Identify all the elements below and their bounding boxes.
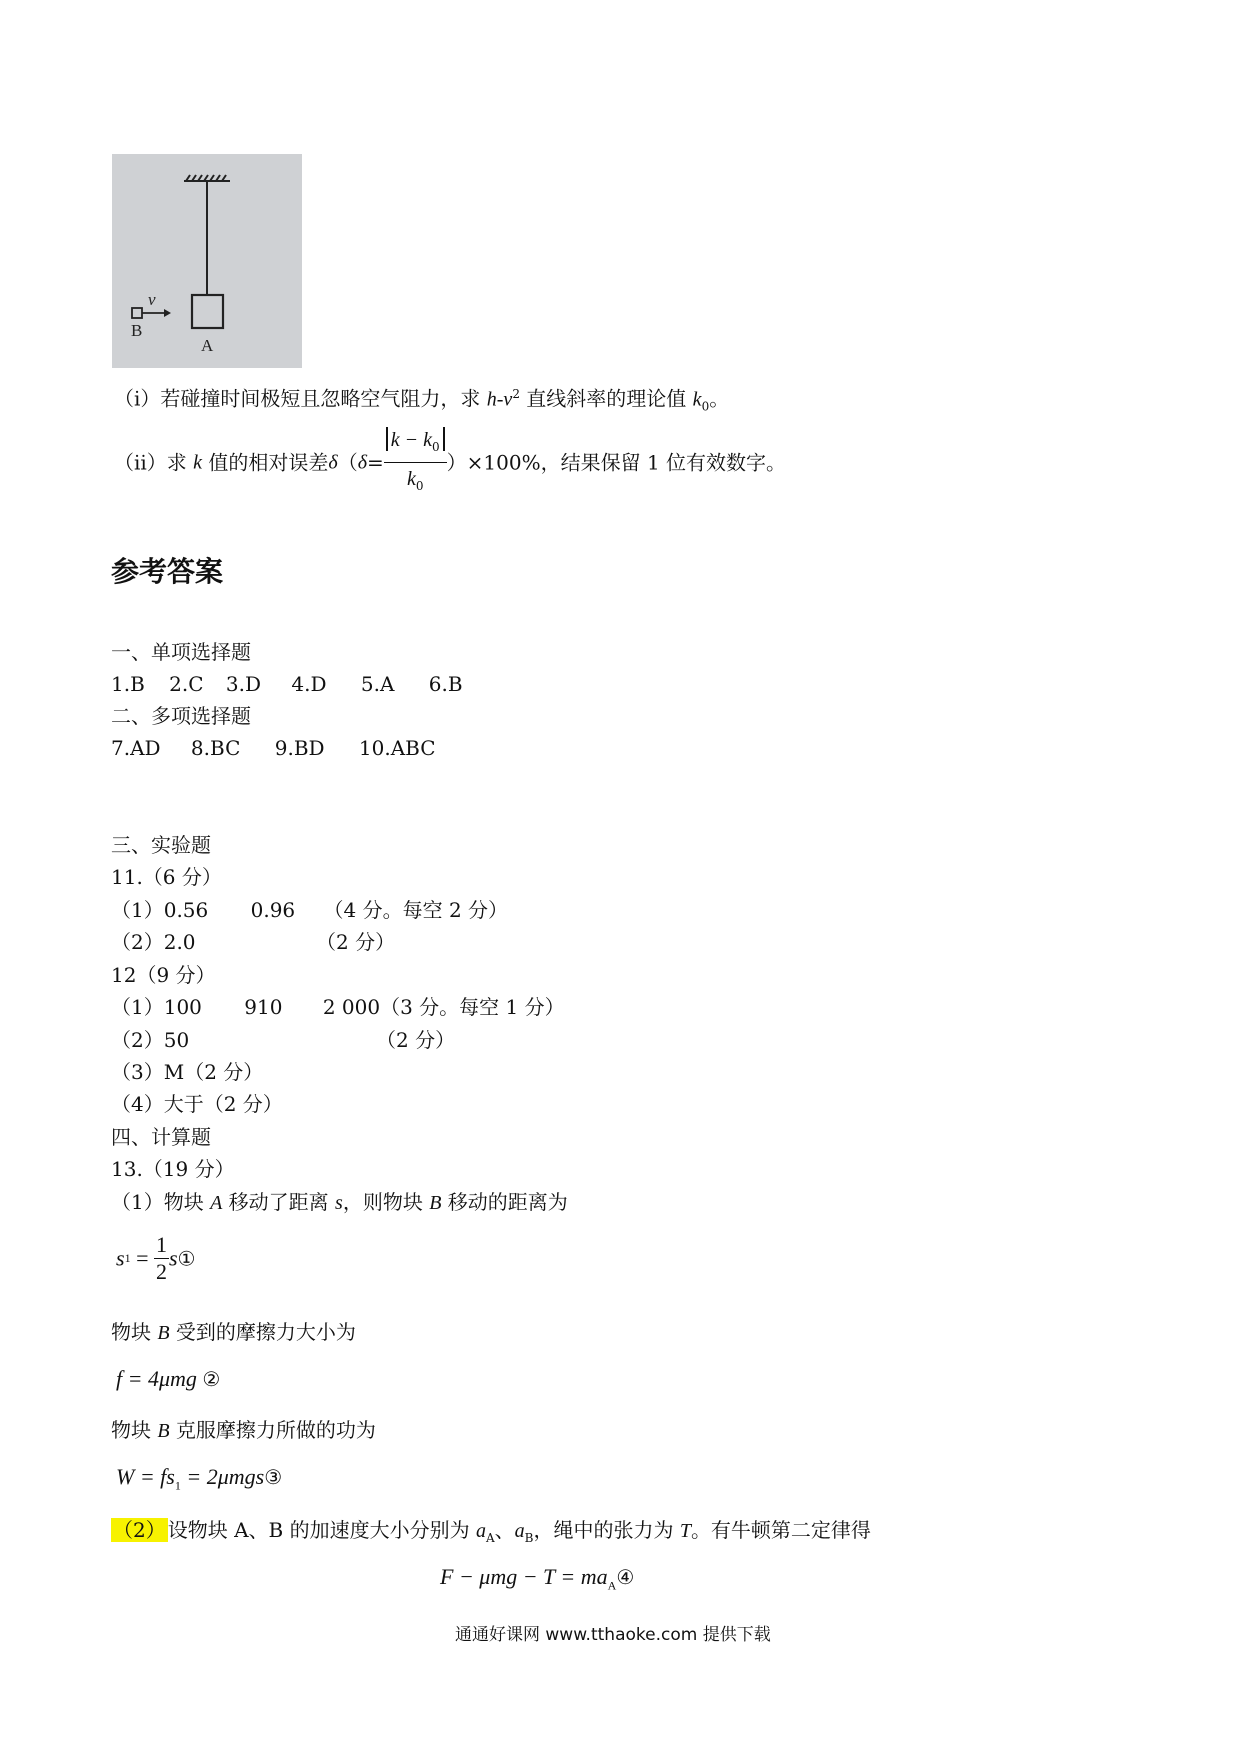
text: 物块	[111, 1320, 158, 1344]
block-a	[192, 295, 223, 328]
text: 、	[494, 1518, 515, 1542]
part-i-end: 。	[709, 386, 730, 411]
single-choice-answers	[111, 670, 463, 698]
var-a: a	[475, 1520, 486, 1542]
answer-item: 2.C	[169, 672, 204, 696]
text: ，则物块	[342, 1190, 430, 1214]
q11-part1-a: （1）0.56	[111, 898, 209, 922]
numerator: k − k	[390, 429, 433, 451]
delta-symbol-2: δ	[357, 451, 367, 474]
text: （1）物块	[111, 1190, 211, 1214]
denominator: k	[406, 468, 416, 490]
text: ，绳中的张力为	[533, 1518, 680, 1542]
eq1-lhs: s	[116, 1245, 125, 1271]
var-B: B	[157, 1420, 170, 1442]
block-b	[132, 308, 142, 318]
answer-item: 1.B	[111, 672, 145, 696]
var-a: a	[514, 1520, 525, 1542]
equation-4	[440, 1564, 634, 1593]
k-variable: k	[692, 388, 702, 411]
text: 受到的摩擦力大小为	[169, 1320, 356, 1344]
eq1-numerator: 1	[155, 1232, 167, 1257]
text: 克服摩擦力所做的功为	[169, 1418, 376, 1442]
question-part-ii	[114, 424, 786, 501]
work-text	[111, 1416, 376, 1445]
eq2-marker: ②	[202, 1367, 221, 1391]
k-variable: k	[193, 451, 203, 474]
denominator-subscript: 0	[415, 479, 424, 493]
part-ii-mid: 值的相对误差	[202, 450, 329, 475]
eq4-subscript: A	[607, 1578, 617, 1593]
subscript: 0	[701, 399, 710, 414]
page-footer: 通通好课网 www.tthaoke.com 提供下载	[455, 1625, 771, 1645]
equation-3	[116, 1464, 282, 1493]
q11-title: 11.（6 分）	[111, 865, 222, 889]
section-calculation: 四、计算题	[111, 1125, 211, 1149]
eq1-denominator: 2	[155, 1259, 167, 1284]
q11-part2-score: （2 分）	[316, 930, 396, 954]
answer-item: 8.BC	[190, 736, 241, 760]
pendulum-figure	[112, 154, 302, 368]
q12-part2-score: （2 分）	[376, 1028, 456, 1052]
numerator-subscript: 0	[432, 440, 440, 454]
answer-item: 3.D	[225, 672, 262, 696]
text: 物块	[111, 1418, 158, 1442]
text: 移动的距离为	[441, 1190, 568, 1214]
b-label: B	[131, 321, 143, 340]
var-T: T	[679, 1520, 691, 1542]
equation-2	[116, 1366, 220, 1392]
equals: =	[367, 450, 384, 475]
question-part-i	[114, 380, 729, 421]
answer-item: 6.B	[428, 672, 463, 696]
q12-part1-a: （1）100	[111, 995, 202, 1019]
part-i-mid: 直线斜率的理论值	[519, 386, 693, 411]
section-multiple-choice: 二、多项选择题	[111, 704, 251, 728]
answer-item: 7.AD	[111, 736, 161, 760]
q13-part2-text	[111, 1516, 871, 1552]
var-s: s	[335, 1192, 343, 1214]
eq1-fraction	[154, 1232, 169, 1285]
eq3-marker: ③	[264, 1465, 283, 1489]
eq3-rhs: = 2μmgs	[180, 1464, 265, 1489]
velocity-label: v	[148, 290, 156, 309]
paren: （	[337, 450, 358, 475]
answers-heading: 参考答案	[111, 555, 224, 588]
delta-symbol: δ	[328, 451, 338, 474]
q12-part2: （2）50	[111, 1028, 190, 1052]
highlighted-part-label: （2）	[113, 1518, 166, 1542]
text: 。有牛顿第二定律得	[690, 1518, 871, 1542]
q13-part1-text	[111, 1188, 568, 1217]
q12-part1-c: 2 000（3 分。每空 1 分）	[322, 995, 565, 1019]
section-single-choice: 一、单项选择题	[111, 640, 251, 664]
part-i-text: （i）若碰撞时间极短且忽略空气阻力，求	[114, 386, 481, 411]
var-B: B	[429, 1192, 442, 1214]
eq4-marker: ④	[616, 1565, 635, 1589]
q12-part1-b: 910	[244, 995, 283, 1019]
answer-item: 9.BD	[274, 736, 325, 760]
eq1-subscript: 1	[124, 1251, 131, 1265]
text: 移动了距离	[222, 1190, 336, 1214]
q11-part1-b: 0.96	[250, 898, 296, 922]
answer-item: 4.D	[291, 672, 327, 696]
text: 设物块 A、B 的加速度大小分别为	[167, 1518, 476, 1542]
q11-part1	[111, 896, 508, 924]
eq1-equals: =	[130, 1245, 154, 1271]
a-label: A	[201, 336, 214, 355]
multiple-choice-answers	[111, 734, 436, 762]
subscript: A	[485, 1531, 495, 1545]
q12-part3: （3）M（2 分）	[111, 1060, 264, 1084]
var-B: B	[157, 1322, 170, 1344]
superscript: 2	[512, 387, 520, 401]
q11-part1-score: （4 分。每空 2 分）	[323, 898, 509, 922]
equation-1	[116, 1232, 195, 1285]
eq1-rhs: s	[168, 1245, 178, 1271]
eq3-lhs: W = fs	[116, 1464, 175, 1489]
answer-item: 10.ABC	[358, 736, 436, 760]
var-A: A	[210, 1192, 223, 1214]
eq3-subscript: 1	[174, 1478, 181, 1493]
q12-part4: （4）大于（2 分）	[111, 1092, 283, 1116]
q13-title: 13.（19 分）	[111, 1157, 235, 1181]
eq1-marker: ①	[177, 1246, 196, 1271]
subscript: B	[524, 1531, 534, 1545]
relative-error-fraction	[384, 424, 447, 501]
friction-text	[111, 1318, 356, 1347]
answer-item: 5.A	[360, 672, 395, 696]
section-experiment: 三、实验题	[111, 833, 211, 857]
q12-part1	[111, 993, 565, 1021]
eq4-expr: F − μmg − T = ma	[440, 1564, 608, 1589]
part-ii-suffix: ）×100%，结果保留 1 位有效数字。	[446, 450, 787, 475]
q11-part2: （2）2.0	[111, 930, 196, 954]
q12-title: 12（9 分）	[111, 963, 216, 987]
h-v-variable: h-v	[486, 388, 513, 411]
part-ii-prefix: （ii）求	[114, 450, 194, 475]
eq2-expr: f = 4μmg	[116, 1366, 197, 1391]
